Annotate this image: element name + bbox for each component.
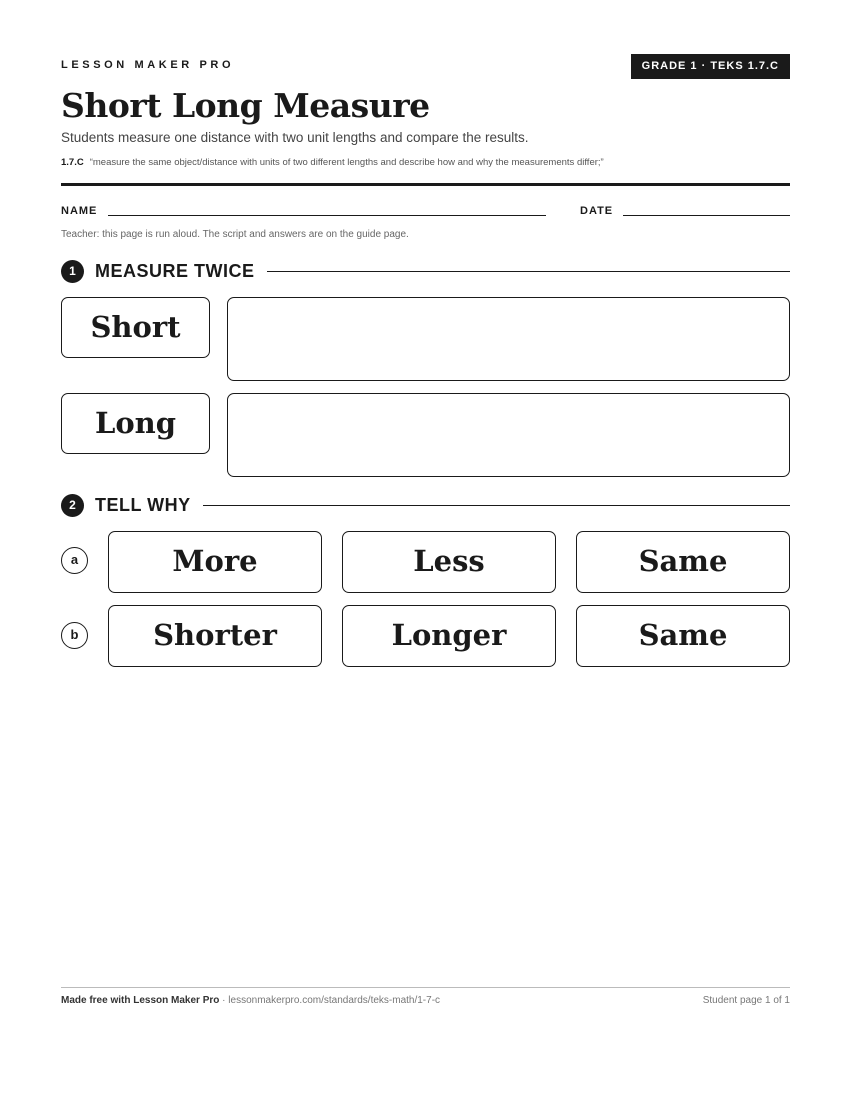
- row-letter-a: a: [61, 547, 88, 574]
- choice-more-button[interactable]: More: [108, 531, 322, 593]
- footer-made-with: Made free with Lesson Maker Pro: [61, 995, 220, 1006]
- date-label: DATE: [580, 205, 614, 217]
- standard-line: [61, 157, 604, 168]
- section-title: MEASURE TWICE: [95, 259, 267, 283]
- teacher-note: Teacher: this page is run aloud. The script and answers are on the guide page.: [61, 229, 409, 240]
- choice-less-button[interactable]: Less: [342, 531, 556, 593]
- name-label: NAME: [61, 205, 98, 217]
- section-tell-why-header: [61, 493, 790, 517]
- choice-longer-button[interactable]: Longer: [342, 605, 556, 667]
- header-divider: [61, 183, 790, 186]
- name-field[interactable]: [108, 215, 546, 216]
- date-field[interactable]: [623, 215, 790, 216]
- section-number-badge: 2: [61, 494, 84, 517]
- page-title: Short Long Measure: [61, 86, 430, 125]
- standard-code: 1.7.C: [61, 157, 84, 168]
- choice-same-button[interactable]: Same: [576, 531, 790, 593]
- footer-divider: [61, 987, 790, 988]
- row-letter-b: b: [61, 622, 88, 649]
- long-measure-box[interactable]: [227, 393, 790, 477]
- footer-separator: ·: [219, 995, 229, 1006]
- section-measure-twice-header: [61, 259, 790, 283]
- footer-url-link[interactable]: lessonmakerpro.com/standards/teks-math/1-7-c: [228, 995, 441, 1006]
- choice-same-button[interactable]: Same: [576, 605, 790, 667]
- worksheet-page: [61, 0, 790, 1100]
- short-label-card: Short: [61, 297, 210, 358]
- section-title: TELL WHY: [95, 493, 203, 517]
- short-measure-box[interactable]: [227, 297, 790, 381]
- choice-shorter-button[interactable]: Shorter: [108, 605, 322, 667]
- footer-page-number: Student page 1 of 1: [702, 995, 790, 1006]
- page-subtitle: Students measure one distance with two unit lengths and compare the results.: [61, 130, 529, 145]
- long-label-card: Long: [61, 393, 210, 454]
- brand-name: LESSON MAKER PRO: [61, 59, 235, 71]
- section-number-badge: 1: [61, 260, 84, 283]
- standard-text: “measure the same object/distance with units of two different lengths and describe how and why the measurements differ;”: [89, 157, 604, 168]
- grade-badge: GRADE 1 · TEKS 1.7.C: [631, 54, 790, 79]
- footer-credit: [61, 995, 440, 1006]
